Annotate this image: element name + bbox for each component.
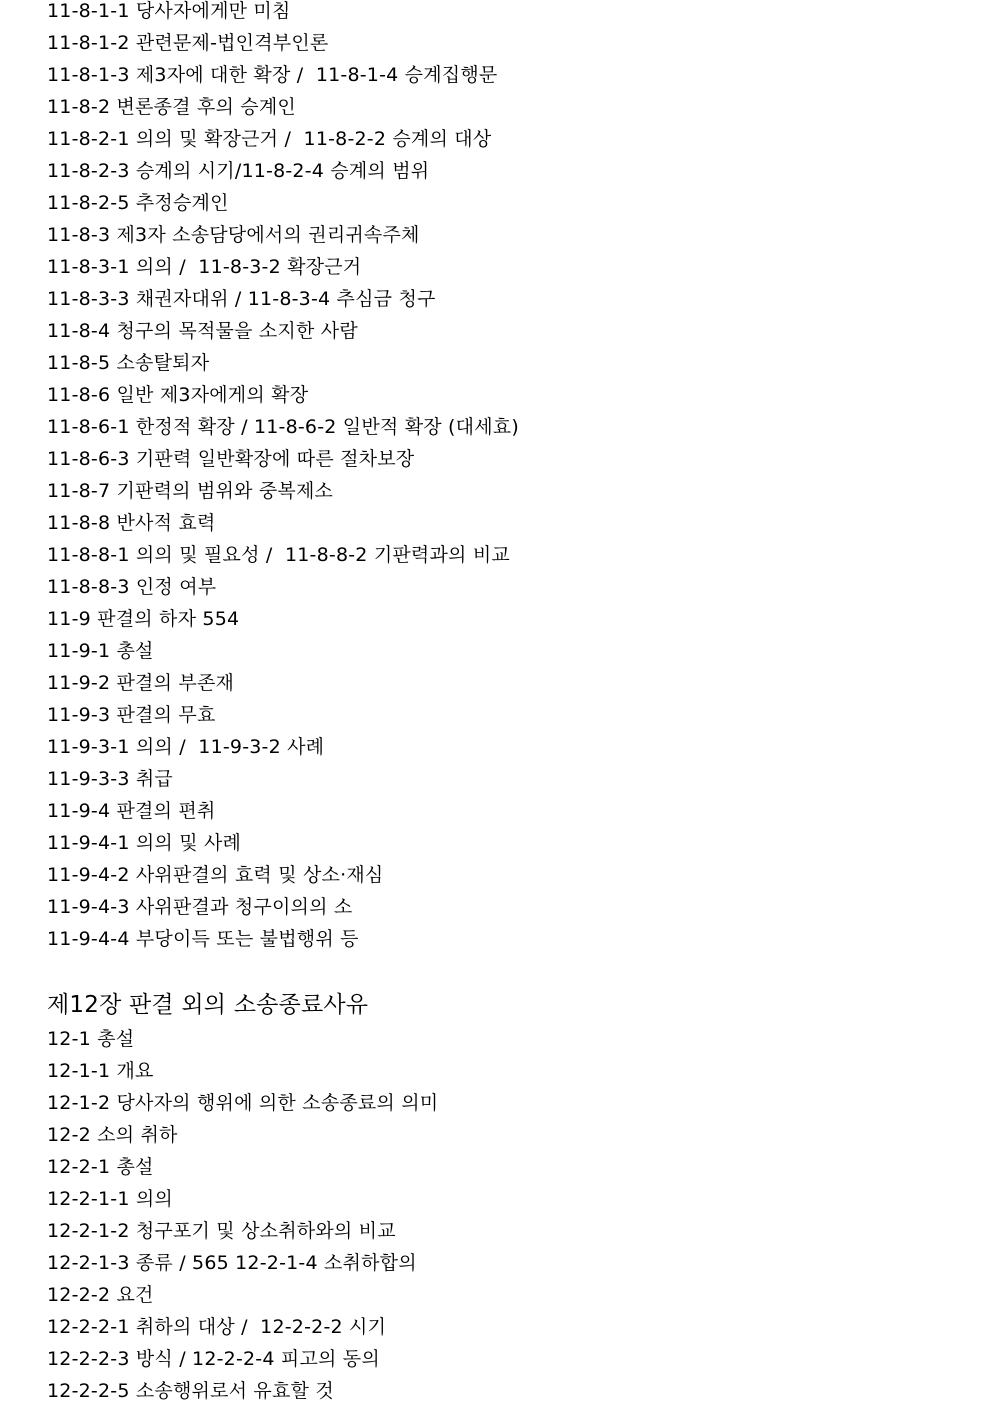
toc-entry: 11-9-4-1 의의 및 사례 xyxy=(47,832,242,854)
toc-entry: 11-9-3 판결의 무효 xyxy=(47,704,216,726)
toc-entry: 11-8-2-1 의의 및 확장근거 / 11-8-2-2 승계의 대상 xyxy=(47,128,492,150)
toc-entry: 11-8-3 제3자 소송담당에서의 권리귀속주체 xyxy=(47,224,420,246)
toc-entry: 11-8-1-1 당사자에게만 미침 xyxy=(47,0,291,22)
toc-entry: 12-1 총설 xyxy=(47,1028,135,1050)
toc-entry: 11-8-8-3 인정 여부 xyxy=(47,576,217,598)
toc-entry: 11-8-1-3 제3자에 대한 확장 / 11-8-1-4 승계집행문 xyxy=(47,64,498,86)
toc-entry: 11-8-6-3 기판력 일반확장에 따른 절차보장 xyxy=(47,448,415,470)
toc-entry: 11-8-6-1 한정적 확장 / 11-8-6-2 일반적 확장 (대세효) xyxy=(47,416,519,438)
toc-entry: 11-8-2-5 추정승계인 xyxy=(47,192,229,214)
toc-entry: 11-8-2-3 승계의 시기/11-8-2-4 승계의 범위 xyxy=(47,160,430,182)
toc-entry: 11-8-3-3 채권자대위 / 11-8-3-4 추심금 청구 xyxy=(47,288,436,310)
toc-entry: 12-1-2 당사자의 행위에 의한 소송종료의 의미 xyxy=(47,1092,439,1114)
toc-entry: 11-9-4-2 사위판결의 효력 및 상소·재심 xyxy=(47,864,384,886)
toc-entry: 11-8-7 기판력의 범위와 중복제소 xyxy=(47,480,334,502)
toc-entry: 11-9-3-1 의의 / 11-9-3-2 사례 xyxy=(47,736,325,758)
toc-entry: 11-9-2 판결의 부존재 xyxy=(47,672,235,694)
toc-entry: 12-2-1-2 청구포기 및 상소취하와의 비교 xyxy=(47,1220,396,1242)
toc-entry: 11-9 판결의 하자 554 xyxy=(47,608,240,630)
toc-entry: 12-2-1 총설 xyxy=(47,1156,154,1178)
toc-entry: 12-1-1 개요 xyxy=(47,1060,154,1082)
toc-entry: 12-2-1-1 의의 xyxy=(47,1188,173,1210)
toc-entry: 11-8-8 반사적 효력 xyxy=(47,512,216,534)
toc-entry: 11-8-6 일반 제3자에게의 확장 xyxy=(47,384,309,406)
toc-entry: 11-9-1 총설 xyxy=(47,640,154,662)
chapter-12-heading: 제12장 판결 외의 소송종료사유 xyxy=(47,992,369,1018)
toc-entry: 11-8-3-1 의의 / 11-8-3-2 확장근거 xyxy=(47,256,362,278)
toc-entry: 11-9-3-3 취급 xyxy=(47,768,173,790)
toc-entry: 12-2-2 요건 xyxy=(47,1284,154,1306)
toc-entry: 11-8-2 변론종결 후의 승계인 xyxy=(47,96,296,118)
toc-entry: 12-2-2-5 소송행위로서 유효할 것 xyxy=(47,1380,334,1402)
toc-entry: 11-8-4 청구의 목적물을 소지한 사람 xyxy=(47,320,358,342)
toc-entry: 11-9-4-3 사위판결과 청구이의의 소 xyxy=(47,896,353,918)
toc-entry: 11-8-1-2 관련문제-법인격부인론 xyxy=(47,32,329,54)
toc-entry: 12-2-2-3 방식 / 12-2-2-4 피고의 동의 xyxy=(47,1348,380,1370)
toc-entry: 11-8-8-1 의의 및 필요성 / 11-8-8-2 기판력과의 비교 xyxy=(47,544,510,566)
toc-entry: 11-9-4 판결의 편취 xyxy=(47,800,216,822)
toc-entry: 12-2-2-1 취하의 대상 / 12-2-2-2 시기 xyxy=(47,1316,387,1338)
toc-entry: 12-2-1-3 종류 / 565 12-2-1-4 소취하합의 xyxy=(47,1252,417,1274)
toc-entry: 11-9-4-4 부당이득 또는 불법행위 등 xyxy=(47,928,359,950)
toc-entry: 12-2 소의 취하 xyxy=(47,1124,178,1146)
toc-entry: 11-8-5 소송탈퇴자 xyxy=(47,352,210,374)
